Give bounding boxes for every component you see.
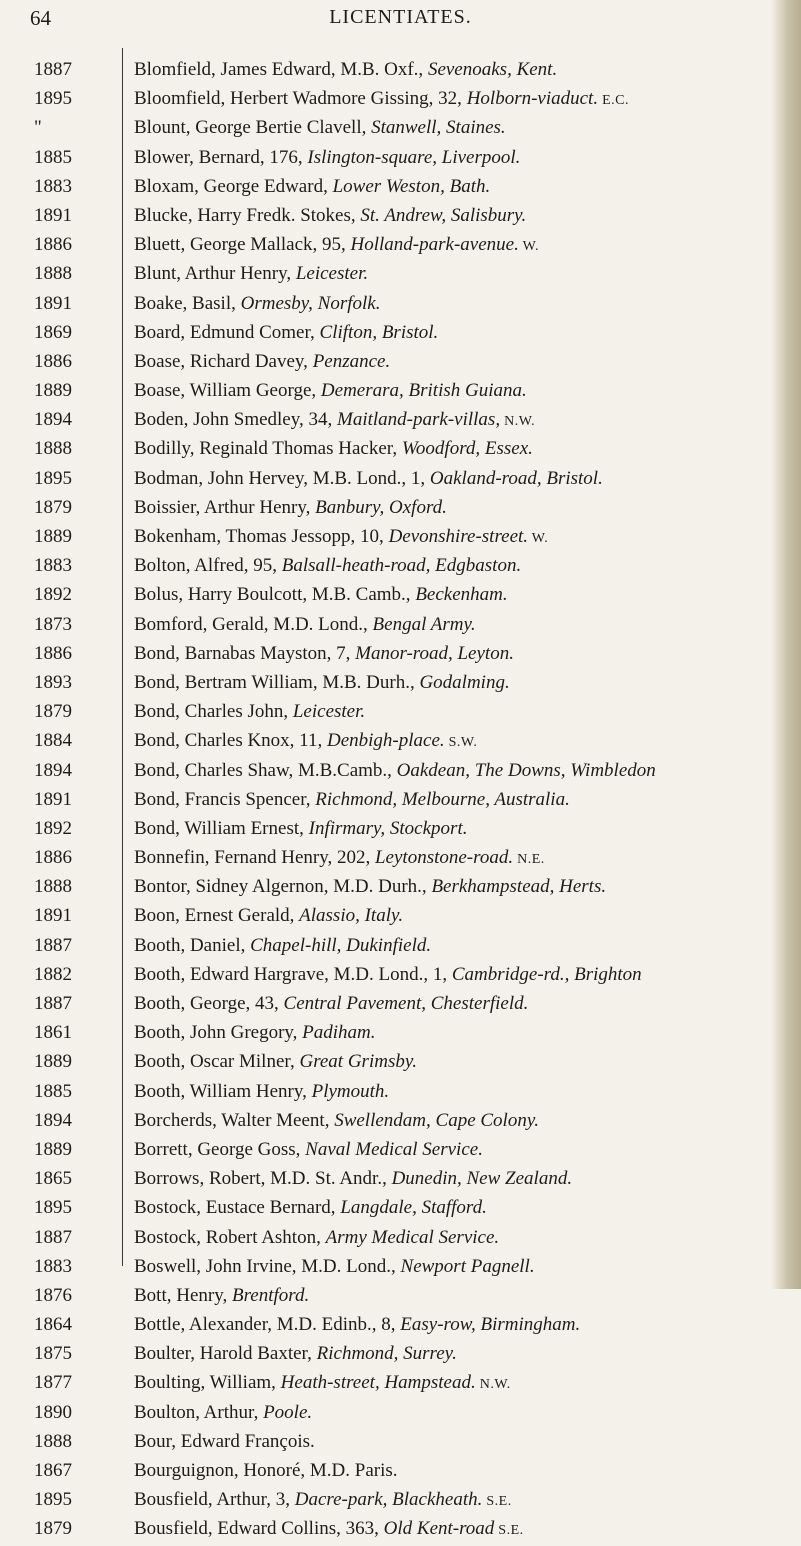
list-item: [0, 1398, 801, 1427]
list-item: [0, 318, 801, 347]
entry-name: Boissier, Arthur Henry,: [134, 496, 316, 518]
entry-text: [134, 1193, 487, 1224]
entry-address: Naval Medical Service.: [305, 1138, 483, 1160]
entry-address: Banbury, Oxford.: [315, 496, 447, 518]
entry-text: [134, 1252, 535, 1283]
entry-address: Leicester.: [292, 701, 366, 723]
list-item: [0, 756, 801, 785]
entry-text: [134, 259, 368, 290]
running-head: LICENTIATES.: [329, 6, 472, 28]
entry-text: [134, 931, 431, 962]
list-item: [0, 1223, 801, 1252]
entry-name: Booth, George, 43,: [134, 993, 284, 1014]
entry-text: [134, 901, 403, 932]
entry-address: Dacre-park, Blackheath.: [294, 1489, 483, 1511]
entry-name: Bokenham, Thomas Jessopp, 10,: [134, 526, 389, 547]
list-item: [0, 580, 801, 609]
entry-address: Penzance.: [312, 350, 391, 372]
entry-year: 1864: [34, 1314, 72, 1336]
entry-name: Bond, Charles Knox, 11,: [134, 730, 327, 752]
entry-address: Alassio, Italy.: [299, 905, 404, 927]
entry-text: [134, 1164, 572, 1195]
entry-name: Bodilly, Reginald Thomas Hacker,: [134, 438, 402, 460]
entry-name: Booth, Oscar Milner,: [134, 1051, 300, 1073]
entry-text: [134, 347, 390, 378]
entry-text: [134, 1427, 315, 1458]
list-item: [0, 1310, 801, 1339]
entry-address: Godalming.: [419, 671, 510, 693]
entry-name: Boase, Richard Davey,: [134, 350, 313, 372]
entry-name: Bourguignon, Honoré, M.D. Paris.: [134, 1460, 398, 1481]
entry-name: Bostock, Eustace Bernard,: [134, 1197, 341, 1219]
entry-year: 1861: [34, 1022, 72, 1044]
entry-postal-district: W.: [518, 239, 540, 255]
entry-year: 1895: [34, 1489, 72, 1511]
list-item: [0, 697, 801, 726]
list-item: [0, 1164, 801, 1193]
list-item: [0, 1018, 801, 1047]
entry-year: 1888: [34, 263, 72, 285]
entry-year: 1891: [34, 788, 72, 810]
entry-text: [134, 726, 477, 757]
entry-year: 1895: [34, 1197, 72, 1219]
entry-address: Langdale, Stafford.: [340, 1197, 487, 1219]
list-item: [0, 172, 801, 201]
licentiates-list: [0, 55, 801, 1544]
entry-year: 1879: [34, 701, 72, 723]
entry-name: Bond, Francis Spencer,: [134, 788, 316, 810]
entry-text: [134, 405, 535, 436]
entry-year: 1889: [34, 1051, 72, 1073]
list-item: [0, 610, 801, 639]
entry-name: Booth, Edward Hargrave, M.D. Lond., 1,: [134, 963, 452, 985]
list-item: [0, 201, 801, 230]
entry-name: Booth, Daniel,: [134, 934, 251, 956]
entry-address: Balsall-heath-road, Edgbaston.: [281, 555, 522, 577]
entry-name: Bond, Charles John,: [134, 701, 293, 723]
entry-year: 1892: [34, 584, 72, 606]
page-edge-shadow: [771, 0, 801, 1289]
list-item: [0, 113, 801, 142]
entry-address: Central Pavement, Chesterfield.: [283, 993, 529, 1014]
entry-name: Bousfield, Arthur, 3,: [134, 1489, 295, 1511]
entry-text: [134, 464, 603, 495]
list-item: [0, 434, 801, 463]
entry-year: 1888: [34, 876, 72, 898]
entry-text: [134, 289, 380, 320]
entry-address: Plymouth.: [311, 1080, 390, 1102]
entry-text: [134, 1514, 524, 1545]
entry-name: Blomfield, James Edward, M.B. Oxf.,: [134, 59, 428, 80]
entry-year: 1867: [34, 1460, 72, 1481]
entry-name: Bloomfield, Herbert Wadmore Gissing, 32,: [134, 88, 467, 110]
list-item: [0, 259, 801, 288]
entry-text: [134, 434, 533, 465]
entry-postal-district: S.E.: [494, 1523, 524, 1539]
entry-address: Stanwell, Staines.: [371, 117, 506, 139]
list-item: [0, 464, 801, 493]
entry-year: 1889: [34, 526, 72, 547]
entry-name: Borrett, George Goss,: [134, 1138, 306, 1160]
entry-name: Bolus, Harry Boulcott, M.B. Camb.,: [134, 584, 416, 606]
entry-postal-district: E.C.: [598, 93, 629, 109]
list-item: [0, 814, 801, 843]
list-item: [0, 376, 801, 405]
entry-address: Padiham.: [302, 1022, 376, 1044]
entry-year: 1869: [34, 321, 72, 343]
entry-year: 1887: [34, 934, 72, 956]
entry-year: 1891: [34, 905, 72, 927]
entry-address: Oakdean, The Downs, Wimbledon: [396, 759, 656, 781]
list-item: [0, 230, 801, 259]
entry-text: [134, 1223, 499, 1254]
entry-address: Chapel-hill, Dukinfield.: [250, 934, 432, 956]
entry-name: Bond, Barnabas Mayston, 7,: [134, 642, 356, 664]
list-item: [0, 143, 801, 172]
entry-text: [134, 1485, 512, 1516]
list-item: [0, 551, 801, 580]
entry-name: Boulter, Harold Baxter,: [134, 1343, 317, 1365]
entry-name: Blunt, Arthur Henry,: [134, 263, 296, 285]
entry-address: Leicester.: [295, 263, 369, 285]
entry-year: 1888: [34, 1430, 72, 1452]
entry-address: Easy-row, Birmingham.: [400, 1314, 581, 1336]
entry-address: Swellendam, Cape Colony.: [334, 1109, 539, 1131]
entry-address: Devonshire-street.: [388, 526, 529, 547]
entry-address: Brentford.: [231, 1284, 310, 1306]
entry-text: [134, 1456, 398, 1487]
entry-year: 1886: [34, 642, 72, 664]
entry-text: [134, 1047, 417, 1078]
list-item: [0, 1368, 801, 1397]
entry-text: [134, 318, 438, 349]
entry-name: Bond, Bertram William, M.B. Durh.,: [134, 671, 420, 693]
entry-year: 1886: [34, 350, 72, 372]
entry-name: Board, Edmund Comer,: [134, 321, 320, 343]
entry-name: Bostock, Robert Ashton,: [134, 1226, 326, 1248]
entry-name: Bour, Edward François.: [134, 1430, 315, 1452]
entry-address: Cambridge-rd., Brighton: [451, 963, 642, 985]
list-item: [0, 1252, 801, 1281]
entry-text: [134, 1398, 312, 1429]
list-item: [0, 843, 801, 872]
list-item: [0, 289, 801, 318]
list-item: [0, 989, 801, 1018]
entry-address: Old Kent-road: [383, 1518, 495, 1540]
entry-text: [134, 989, 528, 1020]
entry-year: 1888: [34, 438, 72, 460]
entry-year: 1886: [34, 847, 72, 869]
entry-year: 1883: [34, 175, 72, 197]
entry-text: [134, 814, 467, 845]
entry-address: Maitland-park-villas,: [337, 409, 501, 431]
list-item: [0, 1135, 801, 1164]
list-item: [0, 1281, 801, 1310]
entry-text: [134, 84, 629, 115]
list-item: [0, 55, 801, 84]
list-item: [0, 493, 801, 522]
entry-text: [134, 1281, 309, 1312]
entry-address: Leytonstone-road.: [374, 847, 514, 869]
entry-text: [134, 1135, 483, 1166]
entry-name: Blount, George Bertie Clavell,: [134, 117, 372, 139]
entry-text: [134, 551, 521, 582]
list-item: [0, 726, 801, 755]
entry-text: [134, 172, 490, 203]
entry-year: 1875: [34, 1343, 72, 1365]
entry-address: Great Grimsby.: [299, 1051, 417, 1073]
entry-year: 1879: [34, 1518, 72, 1540]
entry-text: [134, 580, 508, 611]
entry-year: 1873: [34, 613, 72, 635]
list-item: [0, 1193, 801, 1222]
entry-name: Booth, William Henry,: [134, 1080, 312, 1102]
entry-name: Boswell, John Irvine, M.D. Lond.,: [134, 1255, 401, 1277]
list-item: [0, 931, 801, 960]
list-item: [0, 785, 801, 814]
entry-postal-district: N.E.: [513, 852, 545, 868]
entry-address: Beckenham.: [415, 584, 508, 606]
entry-name: Booth, John Gregory,: [134, 1022, 303, 1044]
entry-year: 1883: [34, 555, 72, 577]
entry-text: [134, 872, 606, 903]
entry-address: Sevenoaks, Kent.: [427, 59, 558, 80]
entry-text: [134, 1310, 580, 1341]
entry-text: [134, 522, 548, 553]
entry-address: Holland-park-avenue.: [350, 234, 519, 256]
entry-year: 1879: [34, 496, 72, 518]
entry-address: Woodford, Essex.: [401, 438, 533, 460]
entry-name: Bousfield, Edward Collins, 363,: [134, 1518, 384, 1540]
entry-text: [134, 1339, 457, 1370]
list-item: [0, 901, 801, 930]
list-item: [0, 1514, 801, 1543]
entry-year: 1882: [34, 963, 72, 985]
entry-year: 1894: [34, 1109, 72, 1131]
entry-text: [134, 639, 514, 670]
list-item: [0, 347, 801, 376]
entry-year: 1890: [34, 1401, 72, 1423]
entry-text: [134, 230, 539, 261]
entry-name: Boulton, Arthur,: [134, 1401, 264, 1423]
entry-postal-district: W.: [528, 531, 549, 546]
entry-address: Demerara, British Guiana.: [320, 380, 527, 402]
entry-text: [134, 843, 545, 874]
entry-text: [134, 376, 527, 407]
entry-year: 1894: [34, 409, 72, 431]
entry-year: 1877: [34, 1372, 72, 1394]
entry-name: Blower, Bernard, 176,: [134, 146, 308, 168]
page-number: 64: [30, 6, 51, 30]
entry-address: Infirmary, Stockport.: [308, 817, 468, 839]
entry-year: 1895: [34, 88, 72, 110]
entry-name: Bomford, Gerald, M.D. Lond.,: [134, 613, 373, 635]
list-item: [0, 1106, 801, 1135]
entry-year: 1885: [34, 146, 72, 168]
entry-text: [134, 55, 557, 86]
entry-year: 1876: [34, 1284, 72, 1306]
entry-text: [134, 1106, 539, 1137]
entry-year: 1865: [34, 1168, 72, 1190]
entry-address: St. Andrew, Salisbury.: [360, 204, 527, 226]
entry-address: Bengal Army.: [372, 613, 476, 635]
entry-text: [134, 697, 365, 728]
list-item: [0, 1077, 801, 1106]
entry-name: Borrows, Robert, M.D. St. Andr.,: [134, 1168, 392, 1190]
entry-text: [134, 1018, 376, 1049]
entry-name: Bond, William Ernest,: [134, 817, 309, 839]
entry-postal-district: S.W.: [444, 735, 478, 751]
entry-name: Bott, Henry,: [134, 1284, 232, 1306]
entry-text: [134, 113, 506, 144]
entry-address: Poole.: [263, 1401, 313, 1423]
entry-name: Boase, William George,: [134, 380, 321, 402]
entry-year: 1893: [34, 671, 72, 693]
entry-year: 1887: [34, 993, 72, 1014]
list-item: [0, 405, 801, 434]
entry-address: Army Medical Service.: [325, 1226, 500, 1248]
entry-year: 1883: [34, 1255, 72, 1277]
entry-address: Denbigh-place.: [326, 730, 445, 752]
entry-text: [134, 143, 520, 174]
list-item: [0, 522, 801, 551]
entry-year: 1891: [34, 204, 72, 226]
entry-name: Bond, Charles Shaw, M.B.Camb.,: [134, 759, 397, 781]
entry-name: Bottle, Alexander, M.D. Edinb., 8,: [134, 1314, 401, 1336]
entry-year: 1887: [34, 59, 72, 80]
entry-text: [134, 1077, 389, 1108]
entry-address: Berkhampstead, Herts.: [431, 876, 607, 898]
entry-name: Bluett, George Mallack, 95,: [134, 234, 351, 256]
list-item: [0, 639, 801, 668]
entry-year: 1889: [34, 1138, 72, 1160]
entry-year: 1894: [34, 759, 72, 781]
list-item: [0, 1047, 801, 1076]
entry-text: [134, 493, 447, 524]
list-item: [0, 1485, 801, 1514]
entry-address: Richmond, Surrey.: [316, 1343, 457, 1365]
entry-year: 1886: [34, 234, 72, 256]
entry-address: Dunedin, New Zealand.: [391, 1168, 573, 1190]
entry-year: 1895: [34, 467, 72, 489]
entry-text: [134, 668, 510, 699]
entry-name: Bolton, Alfred, 95,: [134, 555, 282, 577]
entry-name: Bontor, Sidney Algernon, M.D. Durh.,: [134, 876, 432, 898]
entry-name: Boulting, William,: [134, 1372, 281, 1394]
list-item: [0, 84, 801, 113]
entry-name: Boake, Basil,: [134, 292, 241, 314]
entry-name: Bonnefin, Fernand Henry, 202,: [134, 847, 375, 869]
entry-text: [134, 756, 656, 787]
entry-address: Lower Weston, Bath.: [332, 175, 491, 197]
list-item: [0, 872, 801, 901]
entry-address: Holborn-viaduct.: [466, 88, 599, 110]
entry-address: Richmond, Melbourne, Australia.: [315, 788, 570, 810]
entry-text: [134, 785, 570, 816]
list-item: [0, 1427, 801, 1456]
entry-address: Islington-square, Liverpool.: [307, 146, 521, 168]
entry-postal-district: N.W.: [500, 414, 536, 430]
entry-year: 1891: [34, 292, 72, 314]
entry-address: Newport Pagnell.: [400, 1255, 535, 1277]
entry-year: ": [34, 117, 42, 139]
entry-postal-district: S.E.: [482, 1494, 512, 1510]
entry-year: 1885: [34, 1080, 72, 1102]
entry-address: Manor-road, Leyton.: [355, 642, 514, 664]
entry-address: Oakland-road, Bristol.: [429, 467, 603, 489]
entry-name: Bloxam, George Edward,: [134, 175, 333, 197]
entry-year: 1889: [34, 380, 72, 402]
entry-text: [134, 960, 642, 991]
list-item: [0, 1456, 801, 1485]
entry-name: Blucke, Harry Fredk. Stokes,: [134, 204, 361, 226]
list-item: [0, 668, 801, 697]
list-item: [0, 1339, 801, 1368]
entry-postal-district: N.W.: [475, 1377, 511, 1393]
entry-text: [134, 201, 526, 232]
entry-address: Heath-street, Hampstead.: [280, 1372, 476, 1394]
entry-year: 1892: [34, 817, 72, 839]
entry-text: [134, 610, 476, 641]
entry-name: Boden, John Smedley, 34,: [134, 409, 338, 431]
entry-year: 1887: [34, 1226, 72, 1248]
entry-text: [134, 1368, 511, 1399]
list-item: [0, 960, 801, 989]
entry-address: Ormesby, Norfolk.: [240, 292, 381, 314]
entry-name: Bodman, John Hervey, M.B. Lond., 1,: [134, 467, 430, 489]
entry-year: 1884: [34, 730, 72, 752]
entry-name: Borcherds, Walter Meent,: [134, 1109, 335, 1131]
entry-name: Boon, Ernest Gerald,: [134, 905, 300, 927]
entry-address: Clifton, Bristol.: [319, 321, 439, 343]
